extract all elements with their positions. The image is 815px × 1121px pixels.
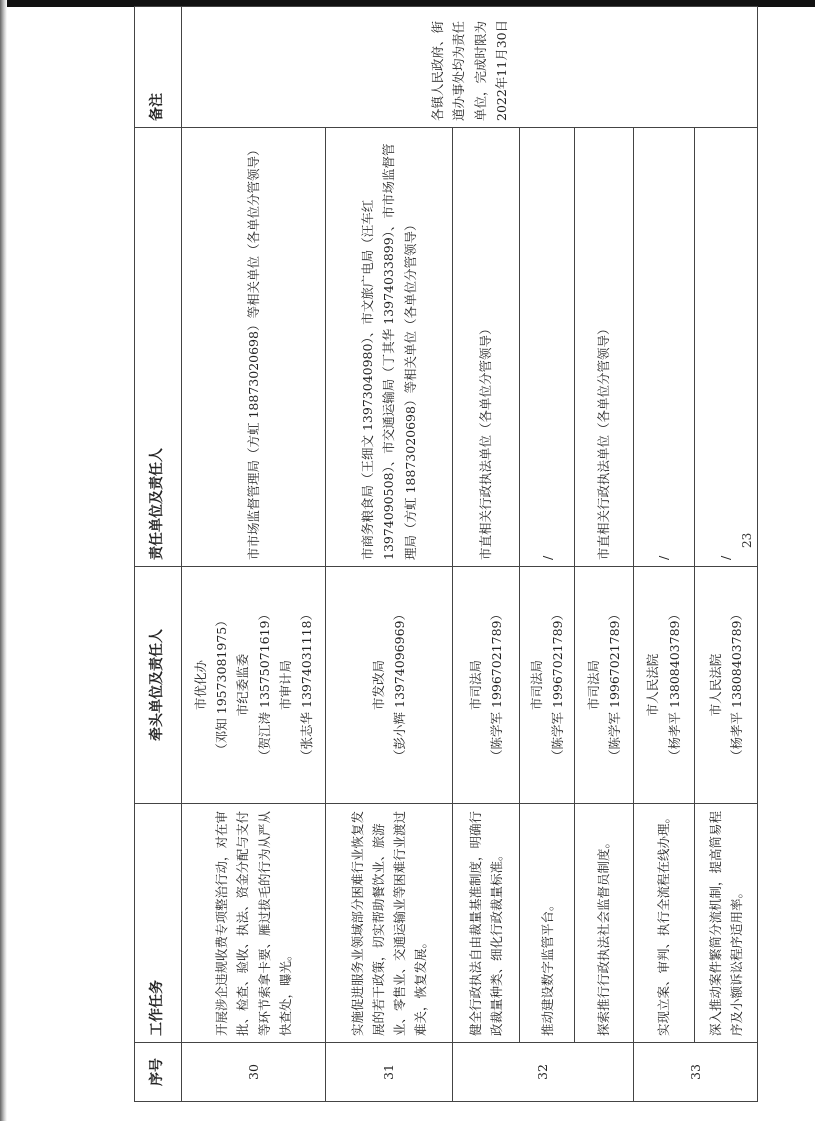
note-text: 各镇人民政府、街道办事处均为责任单位，完成时限为2022年11月30日 (430, 19, 509, 121)
row-resp: 市直相关行政执法单位（各单位分管领导） (452, 128, 520, 567)
row-task: 开展涉企违规收费专项整治行动，对在审批、检查、验收、执法、资金分配与支付等环节索拿卡要、雁过拔毛的行为从严从快查处，曝光。 (182, 804, 326, 1043)
row-lead (182, 567, 326, 804)
page-number: 23 (740, 532, 754, 548)
header-resp: 责任单位及责任人 (135, 128, 182, 567)
table-row (452, 7, 520, 1102)
row-task: 探索推行行政执法社会监督员制度。 (574, 804, 633, 1043)
row-task: 实现立案、审判、执行全流程在线办理。 (633, 804, 694, 1043)
row-lead (694, 567, 757, 804)
lead-line: 市发改局 (370, 660, 386, 711)
row-seq: 33 (633, 1043, 757, 1102)
row-lead (520, 567, 574, 804)
table-row (520, 7, 574, 1102)
lead-line: 市司法局 (467, 660, 483, 711)
header-lead: 牵头单位及责任人 (135, 567, 182, 804)
task-table (134, 6, 758, 1102)
row-lead (574, 567, 633, 804)
row-resp: / (520, 128, 574, 567)
note-cell (182, 7, 758, 128)
lead-line: 市纪委监委 (235, 653, 251, 717)
rotated-table (134, 19, 758, 1102)
scan-left-edge (0, 0, 7, 1121)
row-resp: / (633, 128, 694, 567)
lead-line: （杨孝平 13808403789） (728, 608, 744, 762)
lead-line: 市司法局 (585, 660, 601, 711)
table-row (182, 7, 326, 1102)
row-seq: 31 (326, 1043, 452, 1102)
lead-line: （张志华 13974031118） (299, 608, 315, 762)
row-task: 深入推动案件繁简分流机制，提高简易程序及小额诉讼程序适用率。 (694, 804, 757, 1043)
row-lead (452, 567, 520, 804)
row-resp: 市商务粮食局（王细文 13973040980）、市文旅广电局（汪车红 13974090508）、市交通运输局（丁其华 13974033899）、市市场监督管理局（方虹 18873020698）等相关单位（各单位分管领导） (326, 128, 452, 567)
row-task: 健全行政执法自由裁量基准制度，明确行政裁量种类、细化行政裁量标准。 (452, 804, 520, 1043)
row-resp: / (694, 128, 757, 567)
row-resp: 市市场监督管理局（方虹 18873020698）等相关单位（各单位分管领导） (182, 128, 326, 567)
header-note: 备注 (135, 7, 182, 128)
lead-line: 市司法局 (528, 660, 544, 711)
lead-line: （陈学军 19967021789） (606, 608, 622, 762)
lead-line: 市优化办 (192, 660, 208, 711)
table-row (633, 7, 694, 1102)
lead-line: （陈学军 19967021789） (550, 608, 566, 762)
table-row (694, 7, 757, 1102)
lead-line: （杨孝平 13808403789） (666, 608, 682, 762)
lead-line: 市人民法院 (707, 653, 723, 717)
lead-line: （陈学军 19967021789） (489, 608, 505, 762)
header-seq: 序号 (135, 1043, 182, 1102)
row-lead (633, 567, 694, 804)
header-row (135, 7, 182, 1102)
lead-line: 市人民法院 (645, 653, 661, 717)
header-task: 工作任务 (135, 804, 182, 1043)
table-row (574, 7, 633, 1102)
row-task: 推动建设数字监管平台。 (520, 804, 574, 1043)
row-seq: 30 (182, 1043, 326, 1102)
lead-line: 市审计局 (277, 660, 293, 711)
lead-line: （贺江涛 13575071619） (256, 608, 272, 762)
row-lead (326, 567, 452, 804)
row-seq: 32 (452, 1043, 633, 1102)
row-resp: 市直相关行政执法单位（各单位分管领导） (574, 128, 633, 567)
row-task: 实施促进服务业领域部分困难行业恢复发展的若干政策，切实帮助餐饮业、旅游业、零售业、交通运输业等困难行业渡过难关，恢复发展。 (326, 804, 452, 1043)
lead-line: （彭小辉 13974096969） (392, 608, 408, 762)
table-row (326, 7, 452, 1102)
lead-line: （邓知 19573081975） (214, 614, 230, 756)
